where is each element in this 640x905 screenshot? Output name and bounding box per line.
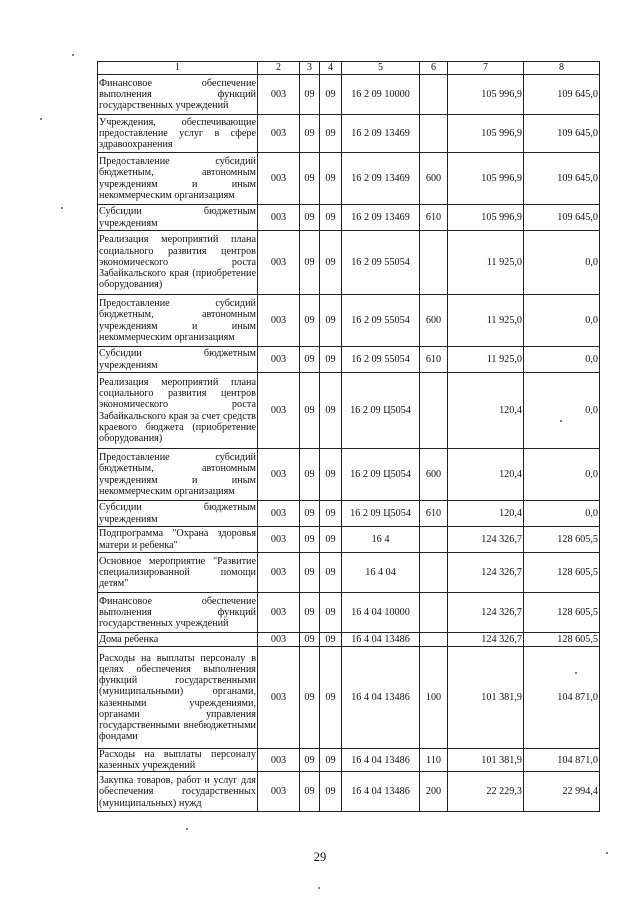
section-code: 09 (300, 501, 320, 527)
amount-year1: 124 326,7 (448, 527, 524, 553)
admin-code: 003 (258, 647, 300, 749)
section-code: 09 (300, 115, 320, 153)
row-name: Расходы на выплаты персоналу в целях обеспечения выполнения функций государственными (муниципальными) органами, казенными учреждениями, органами управления государственными внебюджетными фондами (98, 647, 258, 749)
row-name: Финансовое обеспечение выполнения функций государственных учреждений (98, 75, 258, 115)
header-cell: 1 (98, 62, 258, 75)
amount-year2: 0,0 (524, 295, 600, 347)
amount-year1: 101 381,9 (448, 647, 524, 749)
row-name: Предоставление субсидий бюджетным, автономным учреждениям и иным некоммерческим организациям (98, 449, 258, 501)
scan-speck (40, 118, 42, 120)
expense-type-code: 610 (420, 205, 448, 231)
table-header-row (98, 62, 600, 75)
amount-year2: 128 605,5 (524, 527, 600, 553)
target-article-code: 16 4 04 (342, 553, 420, 593)
subsection-code: 09 (320, 449, 342, 501)
header-cell: 5 (342, 62, 420, 75)
table-row (98, 553, 600, 593)
target-article-code: 16 2 09 55054 (342, 347, 420, 373)
target-article-code: 16 4 04 13486 (342, 647, 420, 749)
amount-year1: 105 996,9 (448, 205, 524, 231)
admin-code: 003 (258, 231, 300, 295)
section-code: 09 (300, 231, 320, 295)
amount-year1: 22 229,3 (448, 772, 524, 812)
admin-code: 003 (258, 527, 300, 553)
admin-code: 003 (258, 347, 300, 373)
header-cell: 2 (258, 62, 300, 75)
section-code: 09 (300, 647, 320, 749)
subsection-code: 09 (320, 205, 342, 231)
header-cell: 4 (320, 62, 342, 75)
subsection-code: 09 (320, 749, 342, 772)
admin-code: 003 (258, 633, 300, 647)
table-row (98, 231, 600, 295)
section-code: 09 (300, 373, 320, 449)
expense-type-code (420, 373, 448, 449)
amount-year2: 0,0 (524, 347, 600, 373)
table-row (98, 647, 600, 749)
expense-type-code (420, 231, 448, 295)
subsection-code: 09 (320, 373, 342, 449)
row-name: Предоставление субсидий бюджетным, автономным учреждениям и иным некоммерческим организациям (98, 295, 258, 347)
table-row (98, 593, 600, 633)
header-cell: 8 (524, 62, 600, 75)
header-cell: 6 (420, 62, 448, 75)
expense-type-code: 600 (420, 153, 448, 205)
admin-code: 003 (258, 373, 300, 449)
target-article-code: 16 2 09 13469 (342, 153, 420, 205)
target-article-code: 16 4 04 10000 (342, 593, 420, 633)
row-name: Учреждения, обеспечивающие предоставление услуг в сфере здравоохранения (98, 115, 258, 153)
scan-speck (186, 828, 188, 830)
target-article-code: 16 2 09 Ц5054 (342, 373, 420, 449)
amount-year1: 105 996,9 (448, 153, 524, 205)
target-article-code: 16 4 (342, 527, 420, 553)
table-row (98, 449, 600, 501)
target-article-code: 16 4 04 13486 (342, 772, 420, 812)
scan-speck (318, 887, 320, 889)
subsection-code: 09 (320, 501, 342, 527)
row-name: Субсидии бюджетным учреждениям (99, 502, 256, 525)
amount-year1: 101 381,9 (448, 749, 524, 772)
expense-type-code: 110 (420, 749, 448, 772)
target-article-code: 16 2 09 55054 (342, 295, 420, 347)
row-name: Расходы на выплаты персоналу казенных учреждений (99, 749, 256, 772)
admin-code: 003 (258, 749, 300, 772)
table-row (98, 205, 600, 231)
expense-type-code (420, 75, 448, 115)
admin-code: 003 (258, 501, 300, 527)
amount-year1: 11 925,0 (448, 295, 524, 347)
page-number: 29 (313, 850, 327, 864)
target-article-code: 16 2 09 10000 (342, 75, 420, 115)
subsection-code: 09 (320, 231, 342, 295)
amount-year1: 120,4 (448, 449, 524, 501)
amount-year2: 0,0 (524, 231, 600, 295)
expense-type-code: 600 (420, 295, 448, 347)
budget-table (97, 61, 600, 812)
target-article-code: 16 2 09 Ц5054 (342, 501, 420, 527)
subsection-code: 09 (320, 153, 342, 205)
admin-code: 003 (258, 75, 300, 115)
subsection-code: 09 (320, 553, 342, 593)
expense-type-code (420, 593, 448, 633)
subsection-code: 09 (320, 115, 342, 153)
section-code: 09 (300, 633, 320, 647)
row-name: Дома ребенка (98, 633, 258, 647)
target-article-code: 16 4 04 13486 (342, 633, 420, 647)
scan-speck (575, 672, 577, 674)
scan-speck (606, 852, 608, 854)
subsection-code: 09 (320, 593, 342, 633)
amount-year1: 120,4 (448, 373, 524, 449)
amount-year2: 109 645,0 (524, 115, 600, 153)
table-row (98, 501, 600, 527)
amount-year2: 22 994,4 (524, 772, 600, 812)
header-cell: 7 (448, 62, 524, 75)
amount-year1: 124 326,7 (448, 593, 524, 633)
amount-year2: 104 871,0 (524, 749, 600, 772)
expense-type-code: 610 (420, 347, 448, 373)
target-article-code: 16 2 09 Ц5054 (342, 449, 420, 501)
table-row (98, 527, 600, 553)
row-name: Основное мероприятие "Развитие специализированной помощи детям" (98, 553, 258, 593)
row-name: Реализация мероприятий плана социального развития центров экономического роста Забайкальского края (приобретение оборудования) (98, 231, 258, 295)
admin-code: 003 (258, 449, 300, 501)
table-row (98, 373, 600, 449)
section-code: 09 (300, 449, 320, 501)
row-name: Реализация мероприятий плана социального развития центров экономического роста Забайкальского края за счет средств краевого бюджета (приобретение оборудования) (98, 373, 258, 449)
expense-type-code: 600 (420, 449, 448, 501)
expense-type-code (420, 527, 448, 553)
amount-year1: 105 996,9 (448, 75, 524, 115)
amount-year2: 0,0 (524, 501, 600, 527)
section-code: 09 (300, 593, 320, 633)
subsection-code: 09 (320, 75, 342, 115)
header-cell: 3 (300, 62, 320, 75)
section-code: 09 (300, 772, 320, 812)
subsection-code: 09 (320, 633, 342, 647)
expense-type-code: 610 (420, 501, 448, 527)
amount-year2: 109 645,0 (524, 75, 600, 115)
subsection-code: 09 (320, 772, 342, 812)
table-row (98, 295, 600, 347)
section-code: 09 (300, 205, 320, 231)
expense-type-code: 100 (420, 647, 448, 749)
expense-type-code (420, 115, 448, 153)
table-row (98, 153, 600, 205)
amount-year1: 105 996,9 (448, 115, 524, 153)
amount-year2: 128 605,5 (524, 553, 600, 593)
amount-year2: 109 645,0 (524, 153, 600, 205)
section-code: 09 (300, 153, 320, 205)
row-name: Субсидии бюджетным учреждениям (99, 348, 256, 371)
scan-speck (560, 420, 562, 422)
scan-speck (72, 54, 74, 56)
admin-code: 003 (258, 153, 300, 205)
amount-year2: 104 871,0 (524, 647, 600, 749)
amount-year2: 109 645,0 (524, 205, 600, 231)
target-article-code: 16 2 09 55054 (342, 231, 420, 295)
amount-year2: 128 605,5 (524, 593, 600, 633)
section-code: 09 (300, 749, 320, 772)
table-row (98, 347, 600, 373)
row-name: Подпрограмма "Охрана здоровья матери и ребенка" (99, 528, 256, 551)
table-row (98, 772, 600, 812)
table-row (98, 75, 600, 115)
section-code: 09 (300, 347, 320, 373)
table-row (98, 749, 600, 772)
table-row (98, 633, 600, 647)
section-code: 09 (300, 295, 320, 347)
scan-speck (61, 207, 63, 209)
subsection-code: 09 (320, 347, 342, 373)
row-name: Закупка товаров, работ и услуг для обеспечения государственных (муниципальных) нужд (98, 772, 258, 812)
amount-year2: 0,0 (524, 449, 600, 501)
expense-type-code: 200 (420, 772, 448, 812)
section-code: 09 (300, 75, 320, 115)
expense-type-code (420, 553, 448, 593)
target-article-code: 16 4 04 13486 (342, 749, 420, 772)
section-code: 09 (300, 553, 320, 593)
row-name: Субсидии бюджетным учреждениям (99, 206, 256, 229)
subsection-code: 09 (320, 295, 342, 347)
amount-year1: 124 326,7 (448, 633, 524, 647)
target-article-code: 16 2 09 13469 (342, 205, 420, 231)
amount-year1: 124 326,7 (448, 553, 524, 593)
amount-year1: 120,4 (448, 501, 524, 527)
section-code: 09 (300, 527, 320, 553)
admin-code: 003 (258, 593, 300, 633)
amount-year1: 11 925,0 (448, 347, 524, 373)
subsection-code: 09 (320, 527, 342, 553)
admin-code: 003 (258, 553, 300, 593)
admin-code: 003 (258, 295, 300, 347)
expense-type-code (420, 633, 448, 647)
amount-year2: 0,0 (524, 373, 600, 449)
target-article-code: 16 2 09 13469 (342, 115, 420, 153)
admin-code: 003 (258, 115, 300, 153)
amount-year1: 11 925,0 (448, 231, 524, 295)
row-name: Финансовое обеспечение выполнения функций государственных учреждений (98, 593, 258, 633)
admin-code: 003 (258, 205, 300, 231)
amount-year2: 128 605,5 (524, 633, 600, 647)
table-row (98, 115, 600, 153)
row-name: Предоставление субсидий бюджетным, автономным учреждениям и иным некоммерческим организациям (98, 153, 258, 205)
admin-code: 003 (258, 772, 300, 812)
subsection-code: 09 (320, 647, 342, 749)
